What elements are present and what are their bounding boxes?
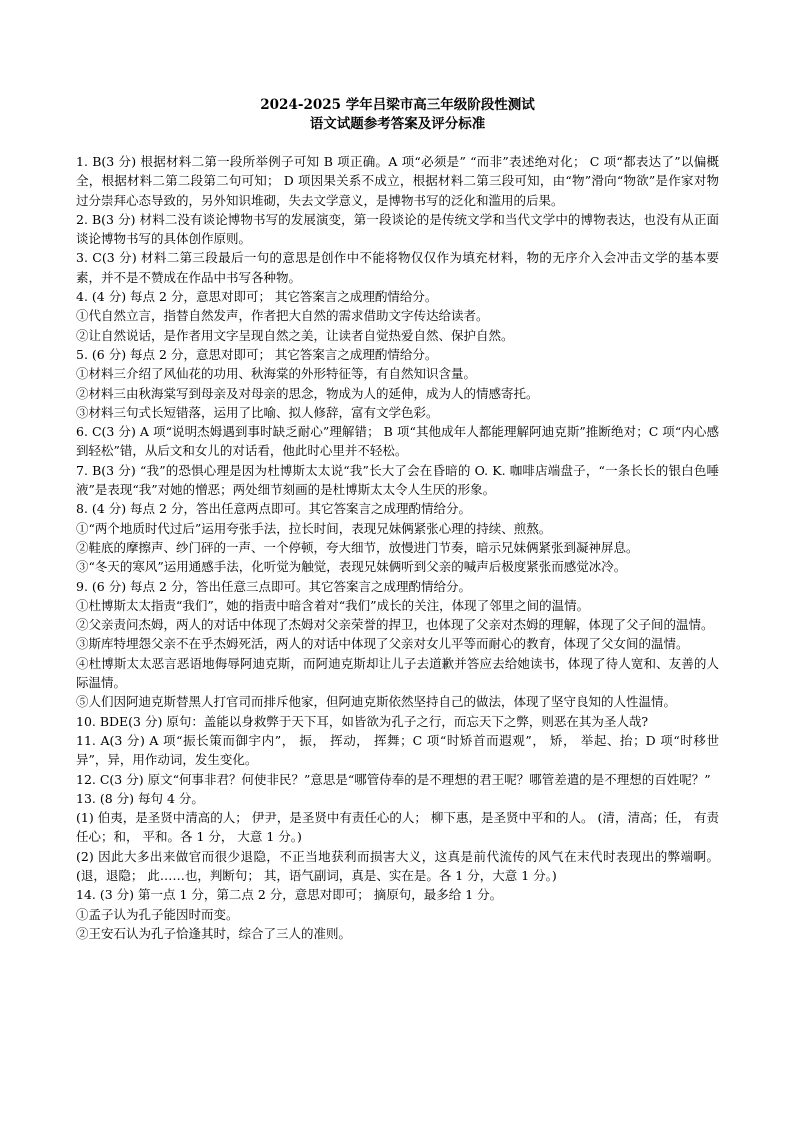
answer-point: ②王安石认为孔子恰逢其时，综合了三人的准则。 xyxy=(76,925,352,941)
answer-point: ③“冬天的寒风”运用通感手法，化听觉为触觉，表现兄妹俩听到父亲的喊声后极度紧张而感觉冰冷。 xyxy=(76,559,627,575)
answer-item-11: 11. A(3 分) A 项“振长策而御宇内”， 振， 挥动， 挥舞；C 项“时矫首而遐观”， 矫， 举起、抬；D 项“时移世异”，异，用作动词，发生变化。 xyxy=(76,732,719,768)
answer-item-8: 8. (4 分) 每点 2 分，答出任意两点即可。其它答案言之成理酌情给分。 xyxy=(76,501,471,517)
document-title: 2024-2025 学年吕梁市高三年级阶段性测试 xyxy=(260,97,535,113)
answer-item-2: 2. B(3 分) 材料二没有谈论博物书写的发展演变，第一段谈论的是传统文学和当代文学中的博物表达，也没有从正面谈论博物书写的具体创作原则。 xyxy=(76,211,719,247)
answer-item-4: 4. (4 分) 每点 2 分，意思对即可； 其它答案言之成理酌情给分。 xyxy=(76,289,438,305)
answer-point: ①材料三介绍了风仙花的功用、秋海棠的外形特征等，有自然知识含量。 xyxy=(76,366,477,382)
answer-point: ①代自然立言，指替自然发声，作者把大自然的需求借助文字传达给读者。 xyxy=(76,308,489,324)
answer-point: ①“两个地质时代过后”运用夸张手法，拉长时间，表现兄妹俩紧张心理的持续、煎熬。 xyxy=(76,520,552,536)
answer-item-12: 12. C(3 分) 原文“何事非君？何使非民？”意思是“哪管侍奉的是不理想的君王呢？哪管差遣的是不理想的百姓呢？” xyxy=(76,771,711,787)
answer-point: ②父亲责问杰姆，两人的对话中体现了杰姆对父亲荣誉的捍卫，也体现了父亲对杰姆的理解，体现了父子间的温情。 xyxy=(76,617,714,633)
answer-point: (2) 因此大多出来做官而很少退隐，不正当地获利而损害大义，这真是前代流传的风气在末代时表现出的弊端啊。 (退，退隐； 此……也，判断句； 其，语气副词，真是、实在是。各 1 分，大意 1 分。) xyxy=(76,848,719,883)
answer-item-13: 13. (8 分) 每句 4 分。 xyxy=(76,790,204,806)
answer-document xyxy=(76,96,719,943)
answer-point: ②材料三由秋海棠写到母亲及对母亲的思念，物成为人的延伸，成为人的情感寄托。 xyxy=(76,385,539,401)
answer-point: ⑤人们因阿迪克斯替黑人打官司而排斥他家，但阿迪克斯依然坚持自己的做法，体现了坚守良知的人性温情。 xyxy=(76,694,677,710)
answer-item-1: 1. B(3 分) 根据材料二第一段所举例子可知 B 项正确。A 项“必须是” “而非”表述绝对化； C 项“都表达了”以偏概全，根据材料二第二段第二句可知； D 项因果关系不成立，根据材料二第三段可知，由“物”滑向“物欲”是作家对物过分崇拜心态导致的，另外知识堆砌，失去文学意义，是博物书写的泛化和滥用的后果。 xyxy=(76,154,719,208)
answer-point: ②让自然说话，是作者用文字呈现自然之美，让读者自觉热爱自然、保护自然。 xyxy=(76,327,514,343)
answer-point: ②鞋底的摩擦声、纱门砰的一声、一个停顿，夸大细节，放慢进门节奏，暗示兄妹俩紧张到凝神屏息。 xyxy=(76,539,639,555)
answer-point: ①杜博斯太太指责“我们”，她的指责中暗含着对“我们”成长的关注，体现了邻里之间的温情。 xyxy=(76,597,590,613)
answer-point: ④杜博斯太太恶言恶语地侮辱阿迪克斯，而阿迪克斯却让儿子去道歉并答应去给她读书，体现了待人宽和、友善的人际温情。 xyxy=(76,655,719,691)
document-subtitle: 语文试题参考答案及评分标准 xyxy=(309,116,486,132)
answer-item-14: 14. (3 分) 第一点 1 分，第二点 2 分，意思对即可； 摘原句，最多给 1 分。 xyxy=(76,887,503,903)
answer-item-7: 7. B(3 分) “我”的恐惧心理是因为杜博斯太太说“我”长大了会在昏暗的 O. K. 咖啡店端盘子，“一条长长的银白色唾液”是表现“我”对她的憎恶；两处细节刻画的是杜博斯太太令人生厌的形象。 xyxy=(76,462,719,498)
answer-item-10: 10. BDE(3 分) 原句：盖能以身救弊于天下耳，如皆欲为孔子之行，而忘天下之弊，则恶在其为圣人哉? xyxy=(76,713,649,729)
document-header xyxy=(76,96,719,134)
answer-item-9: 9. (6 分) 每点 2 分，答出任意三点即可。其它答案言之成理酌情给分。 xyxy=(76,578,471,594)
answer-point: ①孟子认为孔子能因时而变。 xyxy=(76,906,239,922)
answer-item-5: 5. (6 分) 每点 2 分，意思对即可； 其它答案言之成理酌情给分。 xyxy=(76,346,438,362)
answer-point: ③斯库特埋怨父亲不在乎杰姆死活，两人的对话中体现了父亲对女儿平等而耐心的教育，体现了父女间的温情。 xyxy=(76,636,689,652)
answer-item-3: 3. C(3 分) 材料二第三段最后一句的意思是创作中不能将物仅仅作为填充材料，物的无序介入会冲击文学的基本要素，并不是不赞成在作品中书写各种物。 xyxy=(76,250,719,285)
answer-item-6: 6. C(3 分) A 项“说明杰姆遇到事时缺乏耐心”理解错； B 项“其他成年人都能理解阿迪克斯”推断绝对；C 项“内心感到轻松”错，从后文和女儿的对话看，他此时心里并不轻松。 xyxy=(76,424,719,459)
answer-point: ③材料三句式长短错落，运用了比喻、拟人修辞，富有文学色彩。 xyxy=(76,404,439,420)
answer-list xyxy=(76,152,719,943)
answer-point: (1) 伯夷，是圣贤中清高的人； 伊尹，是圣贤中有责任心的人； 柳下惠，是圣贤中平和的人。 (清，清高；任， 有责任心；和， 平和。各 1 分， 大意 1 分。) xyxy=(76,810,719,845)
